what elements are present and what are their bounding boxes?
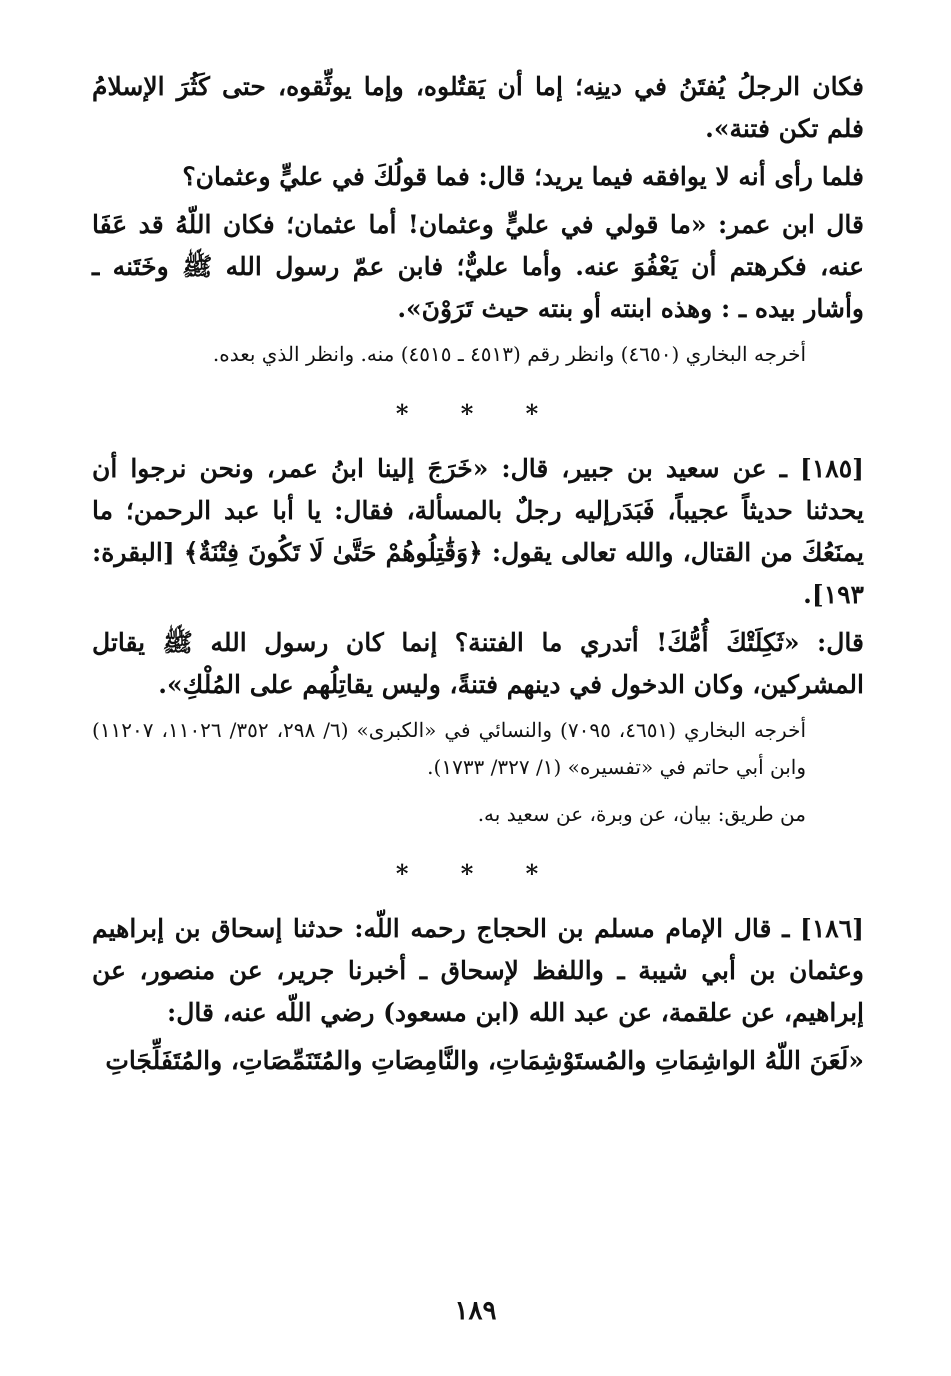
paragraph-hadith-186-text: «لَعَنَ اللّهُ الواشِمَاتِ والمُستَوْشِمَاتِ، والنَّامِصَاتِ والمُتَنَمِّصَاتِ، والمُتَفَلِّجَاتِ bbox=[105, 1046, 864, 1075]
page-content bbox=[92, 66, 864, 1088]
paragraph-ibn-umar-answer: قال ابن عمر: «ما قولي في عليٍّ وعثمان! أما عثمان؛ فكان اللّهُ قد عَفَا عنه، فكرهتم أن يَعْفُوَ عنه. وأما عليٌّ؛ فابن عمّ رسول الله ﷺ وخَتَنه ـ وأشار بيده ـ : وهذه ابنته أو بنته حيث تَرَوْنَ». bbox=[92, 210, 865, 323]
paragraph-hadith-185-answer: قال: «ثَكِلَتْكَ أُمُّكَ! أتدري ما الفتنة؟ إنما كان رسول الله ﷺ يقاتل المشركين، وكان الدخول في دينهم فتنةً، وليس يقاتِلُهم على المُلْكِ». bbox=[92, 628, 864, 699]
section-separator: * * * bbox=[395, 399, 561, 428]
page-number: ١٨٩ bbox=[454, 1296, 497, 1326]
paragraph-hadith-185: [١٨٥] ـ عن سعيد بن جبير، قال: «خَرَجَ إلينا ابنُ عمر، ونحن نرجوا أن يحدثنا حديثاً عجيباً، فَبَدَرإليه رجلٌ بالمسألة، فقال: يا أبا عبد الرحمن؛ ما يمنَعُكَ من القتال، والله تعالى يقول: ﴿وَقَٰتِلُوهُمْ حَتَّىٰ لَا تَكُونَ فِتْنَةٌ﴾ [البقرة: ١٩٣]. bbox=[92, 454, 864, 609]
paragraph-question-ali-uthman: فلما رأى أنه لا يوافقه فيما يريد؛ قال: فما قولُكَ في عليٍّ وعثمان؟ bbox=[182, 162, 864, 191]
paragraph-hadith-186: [١٨٦] ـ قال الإمام مسلم بن الحجاج رحمه اللّه: حدثنا إسحاق بن إبراهيم وعثمان بن أبي شيبة ـ واللفظ لإسحاق ـ أخبرنا جرير، عن منصور، عن إبراهيم، عن علقمة، عن عبد الله (ابن مسعود) رضي اللّه عنه، قال: bbox=[92, 914, 864, 1027]
footnote-takhrij-184: أخرجه البخاري (٤٦٥٠) وانظر رقم (٤٥١٣ ـ ٤٥١٥) منه. وانظر الذي بعده. bbox=[212, 342, 806, 366]
footnote-chain-185: من طريق: بيان، عن وبرة، عن سعيد به. bbox=[477, 802, 806, 826]
paragraph-hadith-continuation: فكان الرجلُ يُفتَنُ في دينِه؛ إما أن يَقتُلوه، وإما يوثِّقوه، حتى كَثُرَ الإسلامُ فلم تكن فتنة». bbox=[92, 72, 864, 143]
footnote-takhrij-185: أخرجه البخاري (٤٦٥١، ٧٠٩٥) والنسائي في «الكبرى» (٦/ ٢٩٨، ٣٥٢/ ١١٠٢٦، ١١٢٠٧) وابن أبي حاتم في «تفسيره» (١/ ٣٢٧/ ١٧٣٣). bbox=[92, 718, 806, 779]
section-separator: * * * bbox=[395, 859, 561, 888]
